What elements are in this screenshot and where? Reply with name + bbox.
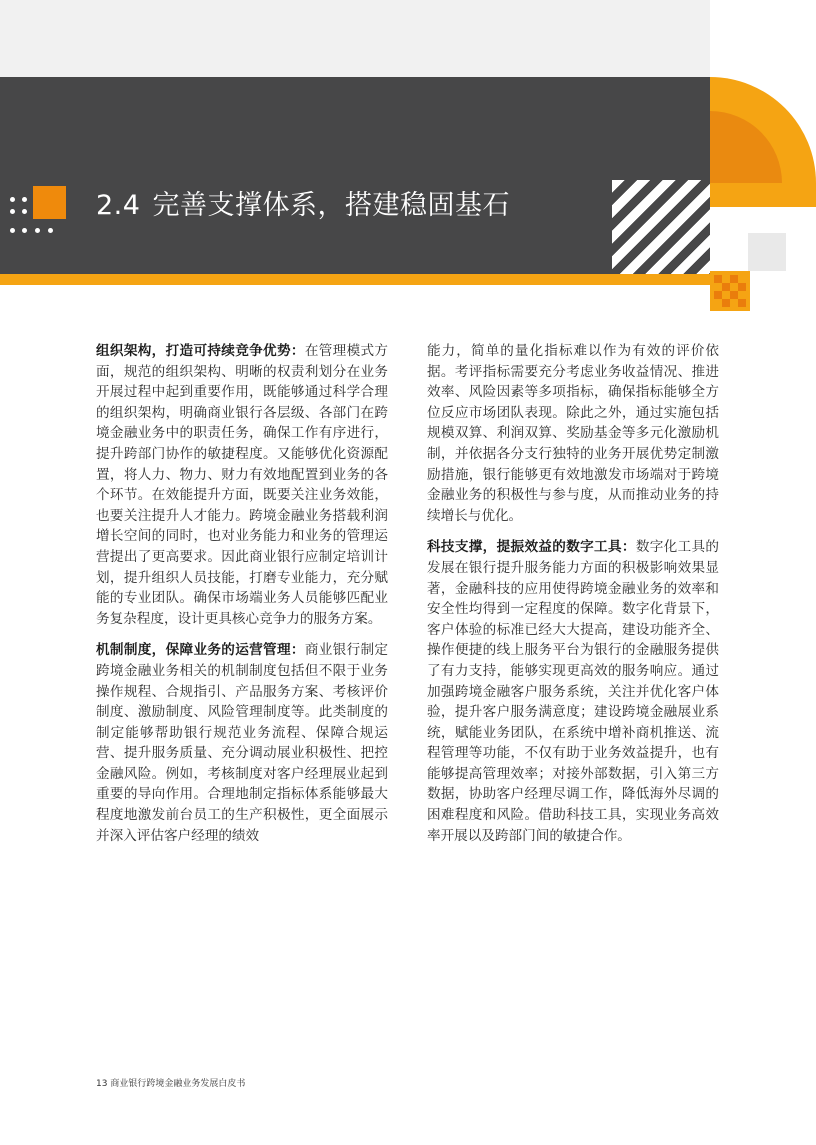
banner-underline [0,274,710,285]
paragraph-organization [96,341,388,629]
section-title: 完善支撑体系，搭建稳固基石 [152,190,510,221]
light-gray-square [748,233,786,271]
dot [22,228,27,233]
page-footer [96,1076,245,1089]
dot [10,197,15,202]
dot [22,209,27,214]
paragraph-lead: 机制制度，保障业务的运营管理： [96,642,305,659]
section-heading [96,183,510,222]
paragraph-technology [427,537,719,846]
paragraph-body: 能力，简单的量化指标难以作为有效的评价依据。考评指标需要充分考虑业务收益情况、推进效率、风险因素等多项指标，确保指标能够全方位反应市场团队表现。除此之外，通过实施包括规模双算、利润双算、奖励基金等多元化激励机制，并依据各分支行独特的业务开展优势定制激励措施，银行能够更有效地激发市场端对于跨境金融业务的积极性与参与度，从而推动业务的持续增长与优化。 [427,343,719,524]
dot [10,228,15,233]
paragraph-continued [427,341,719,526]
paragraph-mechanism [96,640,388,846]
orange-square-marker [33,186,66,219]
paragraph-lead: 组织架构，打造可持续竞争优势： [96,343,305,359]
section-number: 2.4 [96,190,141,221]
publication-title: 商业银行跨境金融业务发展白皮书 [110,1079,246,1089]
paragraph-body: 在管理模式方面，规范的组织架构、明晰的权责利划分在业务开展过程中起到重要作用，既能够通过科学合理的组织架构，明确商业银行各层级、各部门在跨境金融业务中的职责任务，确保工作有序进行，提升跨部门协作的敏捷程度。又能够优化资源配置，将人力、物力、财力有效地配置到业务的各个环节。在效能提升方面，既要关注业务效能，也要关注提升人才能力。跨境金融业务搭载利润增长空间的同时，也对业务能力和业务的管理运营提出了更高要求。因此商业银行应制定培训计划，提升组织人员技能，打磨专业能力，充分赋能的专业团队。确保市场端业务人员能够匹配业务复杂程度，设计更具核心竞争力的服务方案。 [96,343,389,627]
diagonal-stripes-decoration [612,180,710,274]
section-banner [0,77,710,274]
dot [22,197,27,202]
orange-arc-decoration [710,77,816,207]
page-number: 13 [96,1079,108,1089]
dot [10,209,15,214]
left-text-column [96,341,388,846]
top-gray-band [0,0,710,77]
paragraph-lead: 科技支撑，提振效益的数字工具： [427,539,636,556]
paragraph-body: 数字化工具的发展在银行提升服务能力方面的积极影响效果显著，金融科技的应用使得跨境金融业务的效率和安全性均得到一定程度的保障。数字化背景下，客户体验的标准已经大大提高，建设功能齐全、操作便捷的线上服务平台为银行的金融服务提供了有力支持，能够实现更高效的服务响应。通过加强跨境金融客户服务系统，关注并优化客户体验，提升客户服务满意度；建设跨境金融展业系统，赋能业务团队，在系统中增补商机推送、流程管理等功能，不仅有助于业务效益提升，也有能够提高管理效率；对接外部数据，引入第三方数据，协助客户经理尽调工作，降低海外尽调的困难程度和风险。借助科技工具，实现业务高效率开展以及跨部门间的敏捷合作。 [427,539,720,844]
pixel-pattern-decoration [710,271,750,311]
right-text-column [427,341,719,846]
dot [48,228,53,233]
dot [35,228,40,233]
paragraph-body: 商业银行制定跨境金融业务相关的机制制度包括但不限于业务操作规程、合规指引、产品服务方案、考核评价制度、激励制度、风险管理制度等。此类制度的制定能够帮助银行规范业务流程、保障合规运营、提升服务质量、充分调动展业积极性、把控金融风险。例如，考核制度对客户经理展业起到重要的导向作用。合理地制定指标体系能够最大程度地激发前台员工的生产积极性，更全面展示并深入评估客户经理的绩效 [96,642,389,844]
